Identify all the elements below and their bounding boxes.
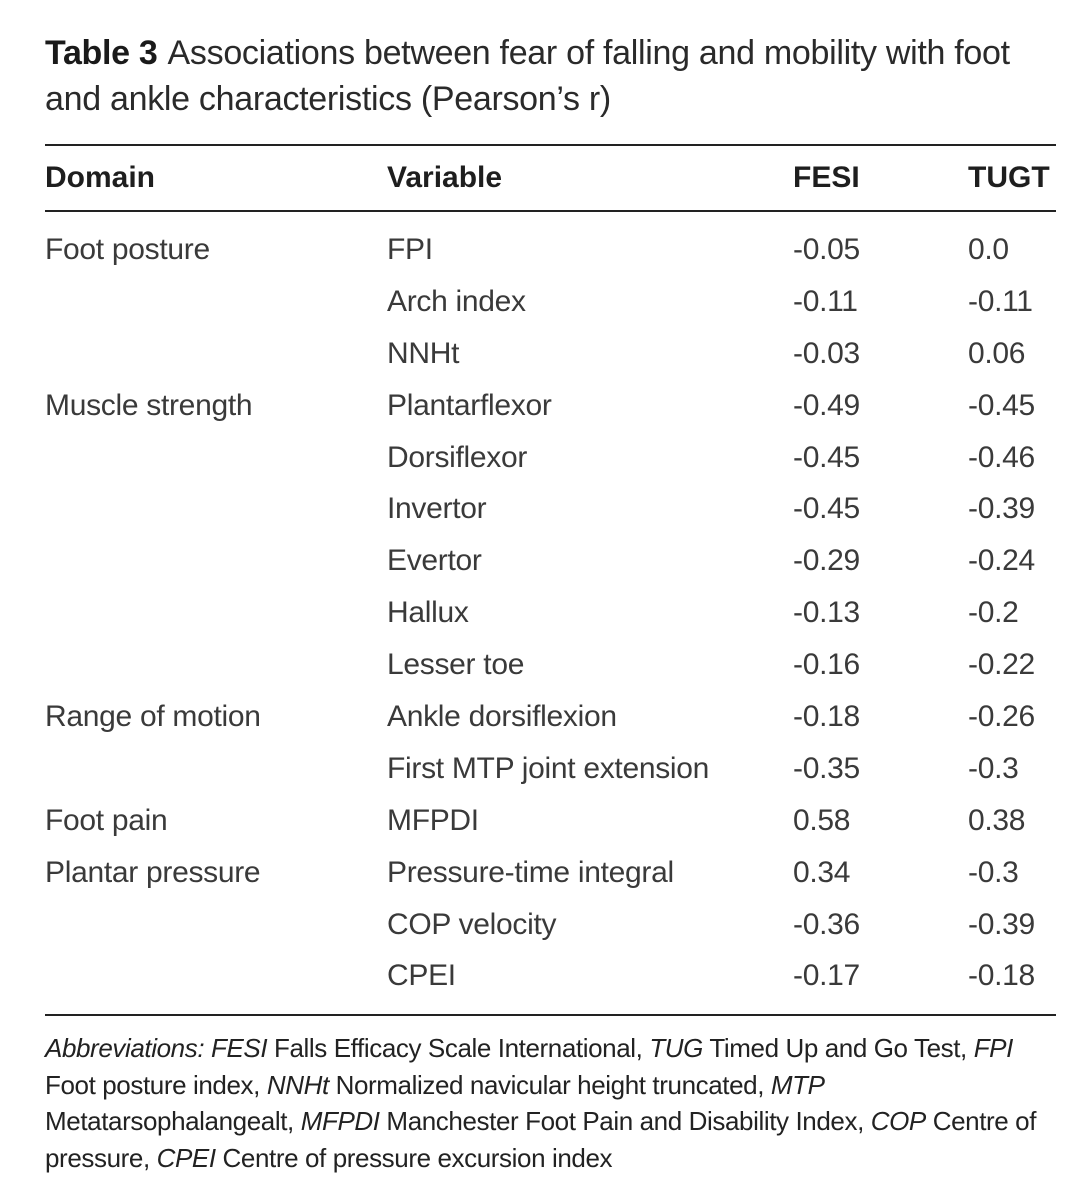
table-row <box>45 432 1056 484</box>
footnote-abbrev: CPEI <box>156 1142 216 1173</box>
cell-fesi: -0.45 <box>793 492 860 526</box>
cell-variable: Lesser toe <box>387 648 525 682</box>
cell-variable: Invertor <box>387 492 487 526</box>
cell-domain: Foot pain <box>45 803 168 837</box>
table-row <box>45 483 1056 535</box>
cell-variable: Evertor <box>387 544 482 578</box>
cell-tugt: 0.06 <box>968 336 1026 370</box>
table-row <box>45 795 1056 847</box>
cell-tugt: -0.24 <box>968 544 1035 578</box>
cell-fesi: -0.18 <box>793 699 860 733</box>
cell-tugt: -0.45 <box>968 388 1035 422</box>
header-variable: Variable <box>387 161 503 194</box>
cell-fesi: -0.13 <box>793 596 860 630</box>
cell-fesi: -0.45 <box>793 440 860 474</box>
cell-variable: Pressure-time integral <box>387 855 674 889</box>
footnote-abbrev: FPI <box>973 1033 1013 1064</box>
table-row <box>45 899 1056 951</box>
cell-tugt: -0.46 <box>968 440 1035 474</box>
table-caption <box>45 30 1056 122</box>
cell-domain: Muscle strength <box>45 388 253 422</box>
cell-variable: Dorsiflexor <box>387 440 528 474</box>
cell-variable: MFPDI <box>387 803 479 837</box>
cell-domain: Plantar pressure <box>45 855 261 889</box>
cell-fesi: -0.36 <box>793 907 860 941</box>
footnote-text: Foot posture index, <box>45 1069 267 1100</box>
footnote-abbrev: Abbreviations: <box>45 1033 211 1064</box>
cell-tugt: -0.26 <box>968 699 1035 733</box>
cell-fesi: -0.11 <box>793 284 858 318</box>
cell-fesi: -0.49 <box>793 388 860 422</box>
footnote-abbrev: COP <box>870 1106 926 1137</box>
table-row <box>45 276 1056 328</box>
cell-fesi: -0.29 <box>793 544 860 578</box>
cell-tugt: -0.22 <box>968 648 1035 682</box>
table-row <box>45 587 1056 639</box>
table-figure <box>45 30 1056 1176</box>
cell-variable: First MTP joint extension <box>387 751 710 785</box>
header-fesi: FESI <box>793 161 860 194</box>
bottom-rule <box>45 1014 1056 1016</box>
footnote-text: Metatarsophalangealt, <box>45 1106 301 1137</box>
cell-tugt: -0.2 <box>968 596 1019 630</box>
footnote-abbrev: FESI <box>210 1033 268 1064</box>
footnote-text: Falls Efficacy Scale International, <box>267 1033 650 1064</box>
table-row <box>45 639 1056 691</box>
cell-domain: Foot posture <box>45 232 210 266</box>
cell-variable: Hallux <box>387 596 469 630</box>
cell-variable: CPEI <box>387 959 456 993</box>
footnote-text: Manchester Foot Pain and Disability Index, <box>379 1106 871 1137</box>
cell-domain: Range of motion <box>45 699 261 733</box>
table-header <box>45 146 1056 210</box>
cell-tugt: -0.39 <box>968 492 1035 526</box>
table-body <box>45 212 1056 1014</box>
table-row <box>45 328 1056 380</box>
cell-tugt: -0.3 <box>968 855 1019 889</box>
table-label: Table 3 <box>45 34 158 72</box>
table-row <box>45 950 1056 1002</box>
cell-tugt: -0.18 <box>968 959 1035 993</box>
table-row <box>45 380 1056 432</box>
caption-text: Associations between fear of falling and mobility with foot and ankle characteristics (Pearson’s r) <box>45 34 1010 118</box>
table-footnote <box>45 1030 1056 1176</box>
cell-tugt: -0.11 <box>968 284 1033 318</box>
cell-tugt: 0.38 <box>968 803 1026 837</box>
footnote-abbrev: NNHt <box>266 1069 329 1100</box>
table-row <box>45 691 1056 743</box>
table-row <box>45 535 1056 587</box>
cell-fesi: 0.58 <box>793 803 851 837</box>
cell-variable: Arch index <box>387 284 526 318</box>
table-row <box>45 847 1056 899</box>
cell-fesi: -0.16 <box>793 648 860 682</box>
cell-variable: COP velocity <box>387 907 557 941</box>
cell-fesi: -0.05 <box>793 232 860 266</box>
table-row <box>45 224 1056 276</box>
cell-fesi: -0.03 <box>793 336 860 370</box>
table-row <box>45 743 1056 795</box>
footnote-abbrev: MFPDI <box>300 1106 380 1137</box>
header-tugt: TUGT <box>968 161 1050 194</box>
header-domain: Domain <box>45 161 156 194</box>
cell-tugt: -0.39 <box>968 907 1035 941</box>
cell-fesi: -0.17 <box>793 959 860 993</box>
cell-variable: FPI <box>387 232 433 266</box>
cell-variable: NNHt <box>387 336 460 370</box>
footnote-abbrev: TUG <box>649 1033 704 1064</box>
cell-tugt: -0.3 <box>968 751 1019 785</box>
footnote-abbrev: MTP <box>770 1069 825 1100</box>
cell-variable: Ankle dorsiflexion <box>387 699 617 733</box>
cell-fesi: 0.34 <box>793 855 851 889</box>
cell-tugt: 0.0 <box>968 232 1009 266</box>
footnote-text: Timed Up and Go Test, <box>703 1033 974 1064</box>
footnote-text: Centre of pressure excursion index <box>215 1142 613 1173</box>
footnote-text: Centre of pressure, <box>45 1106 1037 1173</box>
cell-fesi: -0.35 <box>793 751 860 785</box>
footnote-text: Normalized navicular height truncated, <box>328 1069 771 1100</box>
cell-variable: Plantarflexor <box>387 388 552 422</box>
